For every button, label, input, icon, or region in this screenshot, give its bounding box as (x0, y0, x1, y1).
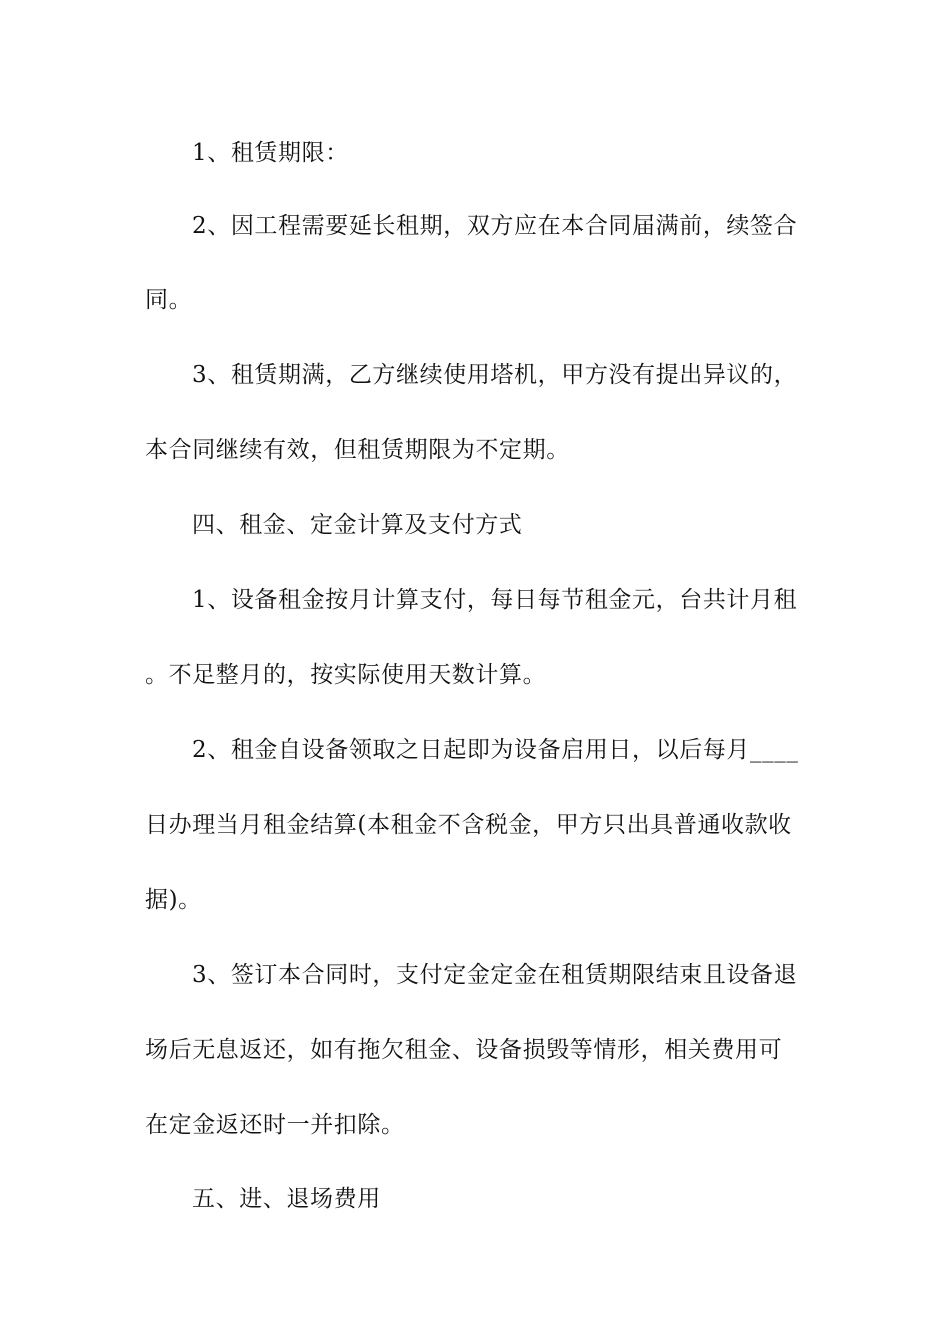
section-heading-rent-deposit: 四、租金、定金计算及支付方式 (192, 512, 523, 538)
clause-extension-line-1: 2、因工程需要延长租期，双方应在本合同届满前，续签合 (192, 213, 798, 239)
clause-deposit-line-3: 在定金返还时一并扣除。 (145, 1112, 405, 1138)
clause-rent-calc-line-2: 。不足整月的，按实际使用天数计算。 (145, 662, 547, 688)
clause-deposit-line-1: 3、签订本合同时，支付定金定金在租赁期限结束且设备退 (192, 962, 798, 988)
clause-settlement-line-1: 2、租金自设备领取之日起即为设备启用日，以后每月____ (192, 737, 799, 763)
clause-deposit-line-2: 场后无息返还，如有拖欠租金、设备损毁等情形，相关费用可 (145, 1037, 783, 1063)
clause-expiry-line-1: 3、租赁期满，乙方继续使用塔机，甲方没有提出异议的， (192, 362, 798, 388)
clause-settlement-line-2: 日办理当月租金结算(本租金不含税金，甲方只出具普通收款收 (145, 812, 792, 838)
clause-rent-calc-line-1: 1、设备租金按月计算支付，每日每节租金元，台共计月租 (192, 587, 798, 613)
clause-expiry-line-2: 本合同继续有效，但租赁期限为不定期。 (145, 437, 570, 463)
clause-extension-line-2: 同。 (145, 287, 193, 313)
clause-lease-term: 1、租赁期限： (192, 140, 349, 166)
clause-settlement-line-3: 据)。 (145, 887, 202, 913)
section-heading-entry-exit-fees: 五、进、退场费用 (192, 1186, 381, 1212)
